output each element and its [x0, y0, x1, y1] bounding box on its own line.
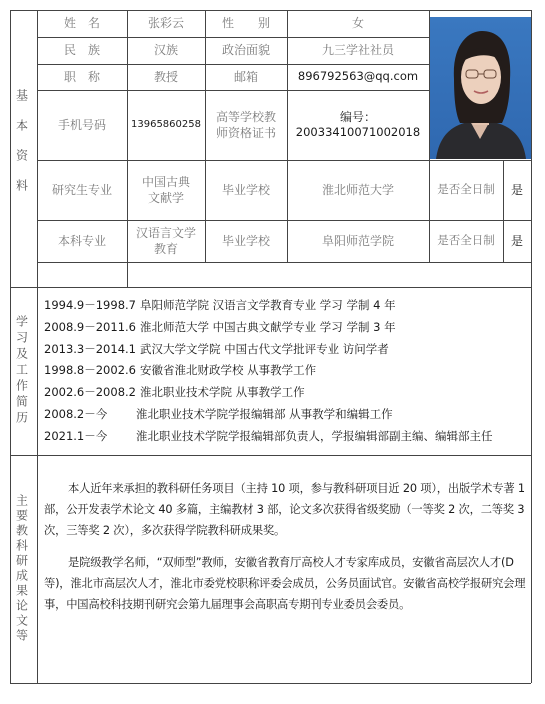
- ug-school-label: 毕业学校: [221, 233, 270, 248]
- row-line: [10, 287, 531, 288]
- history-item: [44, 341, 389, 357]
- ethnicity-label: 民 族: [63, 43, 100, 58]
- grad-major-value: 中国古典文献学: [141, 174, 190, 205]
- cert-number-label: 编号：: [339, 110, 376, 125]
- history-item: [44, 406, 393, 422]
- achievements-paragraph-2: 是院级教学名师，“双师型”教师，安徽省教育厅高校人才专家库成员，安徽省高层次人才(D 等)，淮北市高层次人才，淮北市委党校职称评委会成员，公务员面试官。安徽省高校学报研究会理事，中国高校科技期刊研究会第九届理事会高职高专期刊专业委员会委员。: [44, 556, 526, 611]
- name-label: 姓 名: [63, 16, 100, 31]
- email-value[interactable]: 896792563@qq.com: [297, 69, 419, 84]
- gender-label: 性 别: [221, 16, 270, 31]
- history-date: 2002.6－2008.2: [44, 385, 136, 399]
- ug-major-value: 汉语言文学教育: [135, 225, 196, 256]
- cert-label: 高等学校教师资格证书: [215, 109, 276, 140]
- history-date: 2008.2－今: [44, 407, 108, 421]
- email-label: 邮箱: [233, 69, 258, 84]
- row-line: [10, 455, 531, 456]
- history-text: 安徽省淮北财政学校 从事教学工作: [140, 363, 317, 377]
- grad-major-label: 研究生专业: [51, 182, 112, 197]
- portrait-photo: [430, 17, 531, 159]
- section-label-basic: [11, 10, 33, 287]
- history-item: [44, 428, 493, 444]
- section-label-history-text: 学习及工作简历: [14, 315, 29, 427]
- history-text: 淮北师范大学 中国古典文献学专业 学习 学制 3 年: [140, 320, 396, 334]
- grad-fulltime-value: 是: [510, 182, 523, 197]
- history-date: 1994.9－1998.7: [44, 298, 136, 312]
- row-line: [37, 262, 531, 263]
- gender-value: 女: [351, 16, 364, 31]
- history-item: [44, 297, 396, 313]
- achievements-paragraph-1: 本人近年来承担的教科研任务项目（主持 10 项，参与教科研项目近 20 项），出版学术专著 1 部，公开发表学术论文 40 多篇，主编教材 3 部，论文多次获得省级奖励（一等奖 2 次，二等奖 3 次，三等奖 2 次），多次获得学院教科研成果奖。: [44, 482, 525, 537]
- history-date: 2021.1－今: [44, 429, 108, 443]
- ug-fulltime-value: 是: [510, 233, 523, 248]
- party-value: 九三学社社员: [321, 43, 394, 58]
- history-date: 2013.3－2014.1: [44, 342, 136, 356]
- history-item: [44, 384, 305, 400]
- history-text: 武汉大学文学院 中国古代文学批评专业 访问学者: [140, 342, 389, 356]
- party-label: 政治面貌: [221, 43, 270, 58]
- title-label: 职 称: [63, 69, 100, 84]
- ug-major-label: 本科专业: [57, 233, 106, 248]
- ug-school-value: 阜阳师范学院: [321, 233, 394, 248]
- grad-school-value: 淮北师范大学: [321, 182, 394, 197]
- history-date: 2008.9－2011.6: [44, 320, 136, 334]
- ethnicity-value: 汉族: [153, 43, 178, 58]
- section-label-basic-text: 基本资料: [14, 88, 29, 209]
- history-text: 淮北职业技术学院学报编辑部负责人，学报编辑部副主编、编辑部主任: [136, 429, 493, 443]
- cert-number-cell: [287, 90, 429, 160]
- history-text: 淮北职业技术学院 从事教学工作: [140, 385, 305, 399]
- name-value: 张彩云: [147, 16, 184, 31]
- history-item: [44, 362, 316, 378]
- history-text: 淮北职业技术学院学报编辑部 从事教学和编辑工作: [136, 407, 393, 421]
- grad-fulltime-label: 是否全日制: [437, 182, 495, 197]
- history-text: 阜阳师范学院 汉语言文学教育专业 学习 学制 4 年: [140, 298, 396, 312]
- grad-school-label: 毕业学校: [221, 182, 270, 197]
- section-label-achievements-text: 主要教科研成果论文等: [14, 494, 29, 644]
- table-border-bottom: [10, 683, 531, 684]
- title-value: 教授: [153, 69, 178, 84]
- history-date: 1998.8－2002.6: [44, 363, 136, 377]
- section-label-achievements: [11, 455, 33, 683]
- cert-number-value: 20033410071002018: [295, 125, 421, 140]
- portrait-image: [430, 17, 531, 159]
- phone-label: 手机号码: [57, 117, 106, 132]
- section-label-history: [11, 287, 33, 455]
- phone-value: 13965860258: [131, 119, 201, 131]
- history-item: [44, 319, 396, 335]
- ug-fulltime-label: 是否全日制: [437, 233, 495, 248]
